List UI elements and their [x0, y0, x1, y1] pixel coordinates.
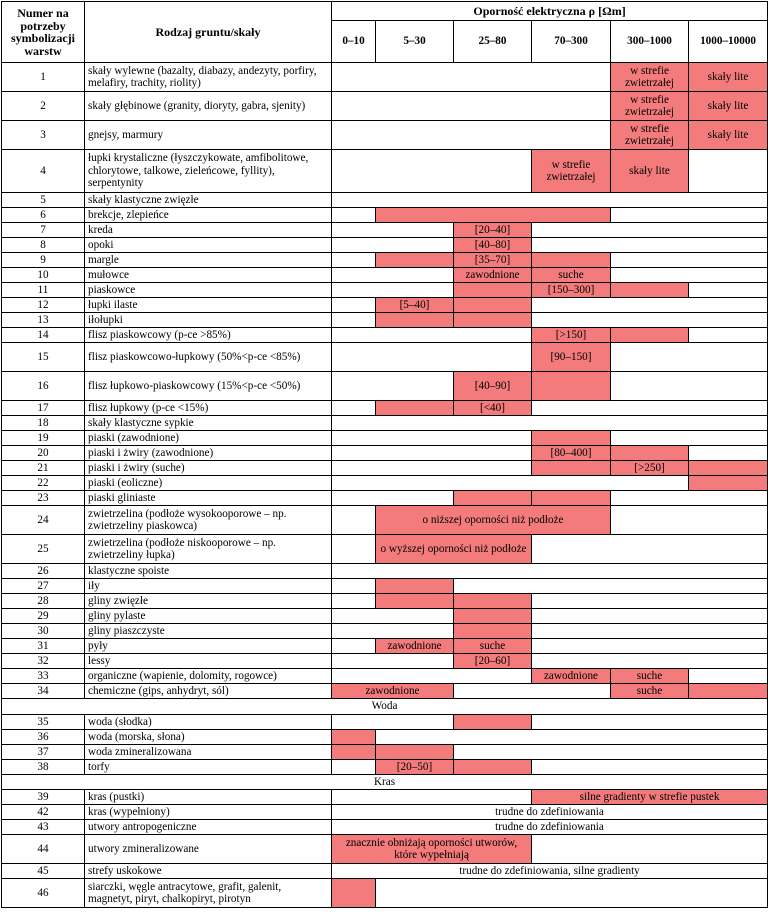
resistivity-range-cell: o wyższej oporności niż podłoże	[376, 535, 532, 564]
row-number: 39	[2, 790, 85, 805]
row-number: 5	[2, 193, 85, 208]
soil-type-name: flisz łupkowo-piaskowcowy (15%<p-ce <50%)	[85, 372, 332, 401]
resistivity-range-cell: suche	[611, 684, 689, 699]
row-number: 7	[2, 223, 85, 238]
soil-type-name: pyły	[85, 639, 332, 654]
empty-range-cell	[332, 639, 376, 654]
resistivity-range-cell	[454, 313, 532, 328]
table-row	[2, 208, 768, 223]
empty-range-cell	[376, 730, 768, 745]
row-number: 22	[2, 476, 85, 491]
empty-range-cell	[532, 594, 768, 609]
soil-type-name: piaski i żwiry (suche)	[85, 461, 332, 476]
table-row	[2, 639, 768, 654]
row-number: 11	[2, 283, 85, 298]
row-number: 8	[2, 238, 85, 253]
empty-range-cell	[611, 253, 768, 268]
resistivity-range-cell: [20–40]	[454, 223, 532, 238]
row-number: 45	[2, 864, 85, 879]
resistivity-range-cell	[332, 879, 376, 908]
empty-range-cell	[689, 328, 768, 343]
empty-range-cell: trudne do zdefiniowania	[332, 805, 768, 820]
resistivity-range-cell: o niższej oporności niż podłoże	[376, 506, 611, 535]
table-row	[2, 476, 768, 491]
table-row	[2, 63, 768, 92]
soil-type-name: iłołupki	[85, 313, 332, 328]
section-row	[2, 775, 768, 790]
resistivity-range-cell: [>150]	[532, 328, 611, 343]
table-row	[2, 431, 768, 446]
empty-range-cell	[532, 313, 768, 328]
soil-type-name: zwietrzelina (podłoże niskooporowe – np. zwietrzeliny łupka)	[85, 535, 332, 564]
resistivity-range-cell	[454, 715, 532, 730]
table-row	[2, 820, 768, 835]
resistivity-range-cell	[376, 401, 454, 416]
resistivity-range-cell	[332, 730, 376, 745]
header-range-1: 5–30	[376, 21, 454, 63]
soil-type-name: skały klastyczne zwięzłe	[85, 193, 332, 208]
table-row	[2, 372, 768, 401]
resistivity-range-cell: [5–40]	[376, 298, 454, 313]
empty-range-cell	[532, 298, 768, 313]
soil-type-name: piaskowce	[85, 283, 332, 298]
resistivity-range-cell	[376, 745, 454, 760]
table-row	[2, 238, 768, 253]
row-number: 29	[2, 609, 85, 624]
resistivity-range-cell	[454, 283, 532, 298]
row-number: 16	[2, 372, 85, 401]
resistivity-range-cell: [40–90]	[454, 372, 532, 401]
soil-type-name: torfy	[85, 760, 332, 775]
resistivity-range-cell: suche	[454, 639, 532, 654]
resistivity-range-cell	[611, 283, 689, 298]
soil-type-name: piaski i żwiry (zawodnione)	[85, 446, 332, 461]
empty-range-cell	[332, 283, 454, 298]
row-number: 24	[2, 506, 85, 535]
row-number: 26	[2, 564, 85, 579]
resistivity-range-cell: [90–150]	[532, 343, 611, 372]
resistivity-range-cell	[532, 431, 611, 446]
soil-type-name: klastyczne spoiste	[85, 564, 332, 579]
empty-range-cell	[532, 760, 768, 775]
soil-type-name: łupki ilaste	[85, 298, 332, 313]
empty-range-cell	[532, 609, 768, 624]
table-row	[2, 805, 768, 820]
header-soil-type-column: Rodzaj gruntu/skały	[85, 2, 332, 63]
row-number: 12	[2, 298, 85, 313]
resistivity-range-cell: skały lite	[689, 121, 768, 150]
empty-range-cell	[611, 431, 768, 446]
soil-type-name: gliny piaszczyste	[85, 624, 332, 639]
empty-range-cell: trudne do zdefiniowania, silne gradienty	[332, 864, 768, 879]
empty-range-cell	[332, 298, 376, 313]
row-number: 19	[2, 431, 85, 446]
resistivity-range-cell: w strefie zwietrzałej	[611, 92, 689, 121]
row-number: 32	[2, 654, 85, 669]
empty-range-cell	[332, 253, 376, 268]
soil-type-name: gliny zwięzłe	[85, 594, 332, 609]
soil-type-name: flisz piaskowcowo-łupkowy (50%<p-ce <85%)	[85, 343, 332, 372]
row-number: 33	[2, 669, 85, 684]
table-row	[2, 879, 768, 908]
empty-range-cell	[332, 476, 689, 491]
empty-range-cell	[332, 63, 611, 92]
empty-range-cell	[532, 715, 768, 730]
empty-range-cell	[332, 431, 532, 446]
soil-type-name: margle	[85, 253, 332, 268]
resistivity-range-cell: skały lite	[611, 150, 689, 193]
resistivity-range-cell	[689, 684, 768, 699]
row-number: 25	[2, 535, 85, 564]
resistivity-range-cell: zawodnione	[332, 684, 454, 699]
table-row	[2, 669, 768, 684]
section-heading: Kras	[2, 775, 768, 790]
row-number: 44	[2, 835, 85, 864]
row-number: 30	[2, 624, 85, 639]
resistivity-range-cell: [80–400]	[532, 446, 611, 461]
row-number: 31	[2, 639, 85, 654]
empty-range-cell	[689, 283, 768, 298]
soil-type-name: utwory antropogeniczne	[85, 820, 332, 835]
soil-type-name: iły	[85, 579, 332, 594]
row-number: 37	[2, 745, 85, 760]
resistivity-range-cell	[454, 760, 532, 775]
soil-type-name: brekcje, zlepieńce	[85, 208, 332, 223]
table-row	[2, 609, 768, 624]
empty-range-cell	[332, 579, 376, 594]
table-row	[2, 579, 768, 594]
resistivity-range-cell: [<40]	[454, 401, 532, 416]
resistivity-range-cell: [>250]	[611, 461, 689, 476]
empty-range-cell	[332, 760, 376, 775]
resistivity-range-cell	[376, 594, 454, 609]
resistivity-range-cell	[376, 253, 454, 268]
header-range-4: 300–1000	[611, 21, 689, 63]
resistivity-range-cell: w strefie zwietrzałej	[532, 150, 611, 193]
soil-type-name: skały klastyczne sypkie	[85, 416, 332, 431]
empty-range-cell	[532, 535, 768, 564]
soil-type-name: gnejsy, marmury	[85, 121, 332, 150]
table-row	[2, 790, 768, 805]
table-row	[2, 343, 768, 372]
empty-range-cell	[332, 328, 532, 343]
soil-type-name: gliny pylaste	[85, 609, 332, 624]
soil-type-name: woda (morska, słona)	[85, 730, 332, 745]
empty-range-cell	[454, 745, 768, 760]
header-number-column: Numer na potrzeby symbolizacji warstw	[2, 2, 85, 63]
table-row	[2, 313, 768, 328]
table-row	[2, 150, 768, 193]
soil-type-name: kras (pustki)	[85, 790, 332, 805]
row-number: 23	[2, 491, 85, 506]
soil-type-name: skały głębinowe (granity, dioryty, gabra, sjenity)	[85, 92, 332, 121]
row-number: 6	[2, 208, 85, 223]
row-number: 13	[2, 313, 85, 328]
resistivity-range-cell	[332, 745, 376, 760]
resistivity-range-cell: [20–50]	[376, 760, 454, 775]
resistivity-range-cell	[532, 461, 611, 476]
row-number: 42	[2, 805, 85, 820]
empty-range-cell	[611, 343, 768, 372]
soil-type-name: organiczne (wapienie, dolomity, rogowce)	[85, 669, 332, 684]
resistivity-range-cell: w strefie zwietrzałej	[611, 121, 689, 150]
resistivity-range-cell: zawodnione	[532, 669, 611, 684]
table-row	[2, 835, 768, 864]
table-row	[2, 654, 768, 669]
table-row	[2, 223, 768, 238]
row-number: 17	[2, 401, 85, 416]
empty-range-cell	[611, 372, 768, 401]
soil-type-name: flisz łupkowy (p-ce <15%)	[85, 401, 332, 416]
header-resistivity-group: Oporność elektryczna ρ [Ωm]	[332, 2, 768, 21]
resistivity-range-cell	[454, 624, 532, 639]
table-row	[2, 446, 768, 461]
empty-range-cell	[332, 150, 532, 193]
soil-type-name: utwory zmineralizowane	[85, 835, 332, 864]
table-row	[2, 268, 768, 283]
resistivity-range-cell: zawodnione	[376, 639, 454, 654]
row-number: 27	[2, 579, 85, 594]
empty-range-cell	[332, 506, 376, 535]
header-range-2: 25–80	[454, 21, 532, 63]
resistivity-range-cell	[532, 491, 611, 506]
resistivity-range-cell	[454, 298, 532, 313]
resistivity-table	[1, 1, 768, 908]
resistivity-range-cell: [35–70]	[454, 253, 532, 268]
section-heading: Woda	[2, 699, 768, 715]
row-number: 1	[2, 63, 85, 92]
section-row	[2, 699, 768, 715]
empty-range-cell	[611, 268, 768, 283]
soil-type-name: zwietrzelina (podłoże wysokooporowe – np. zwietrzeliny piaskowca)	[85, 506, 332, 535]
resistivity-range-cell: silne gradienty w strefie pustek	[532, 790, 768, 805]
table-row	[2, 401, 768, 416]
row-number: 15	[2, 343, 85, 372]
resistivity-range-cell: skały lite	[689, 63, 768, 92]
table-row	[2, 121, 768, 150]
row-number: 46	[2, 879, 85, 908]
empty-range-cell	[332, 268, 454, 283]
empty-range-cell	[532, 654, 768, 669]
empty-range-cell	[532, 835, 768, 864]
resistivity-range-cell: skały lite	[689, 92, 768, 121]
resistivity-range-cell: suche	[532, 268, 611, 283]
row-number: 20	[2, 446, 85, 461]
row-number: 38	[2, 760, 85, 775]
resistivity-range-cell	[611, 446, 689, 461]
table-row	[2, 283, 768, 298]
empty-range-cell	[332, 92, 611, 121]
empty-range-cell	[332, 669, 532, 684]
empty-range-cell	[611, 491, 768, 506]
empty-range-cell	[332, 609, 454, 624]
soil-type-name: opoki	[85, 238, 332, 253]
table-row	[2, 416, 768, 431]
empty-range-cell	[332, 223, 454, 238]
table-row	[2, 564, 768, 579]
resistivity-range-cell: [20–60]	[454, 654, 532, 669]
row-number: 14	[2, 328, 85, 343]
resistivity-range-cell	[689, 476, 768, 491]
resistivity-range-cell: [150–300]	[532, 283, 611, 298]
row-number: 34	[2, 684, 85, 699]
table-row	[2, 535, 768, 564]
empty-range-cell	[532, 223, 768, 238]
row-number: 35	[2, 715, 85, 730]
soil-type-name: piaski (zawodnione)	[85, 431, 332, 446]
resistivity-range-cell	[376, 579, 454, 594]
resistivity-range-cell: suche	[611, 669, 689, 684]
resistivity-range-cell: w strefie zwietrzałej	[611, 63, 689, 92]
resistivity-range-cell: [40–80]	[454, 238, 532, 253]
row-number: 21	[2, 461, 85, 476]
soil-type-name: chemiczne (gips, anhydryt, sól)	[85, 684, 332, 699]
soil-type-name: kras (wypełniony)	[85, 805, 332, 820]
empty-range-cell	[611, 506, 768, 535]
empty-range-cell	[532, 639, 768, 654]
resistivity-range-cell	[454, 594, 532, 609]
resistivity-range-cell	[376, 208, 611, 223]
resistivity-range-cell	[532, 253, 611, 268]
table-row	[2, 624, 768, 639]
empty-range-cell	[332, 343, 532, 372]
table-row	[2, 684, 768, 699]
empty-range-cell: trudne do zdefiniowania	[332, 820, 768, 835]
table-row	[2, 594, 768, 609]
empty-range-cell	[332, 461, 532, 476]
empty-range-cell	[332, 594, 376, 609]
table-row	[2, 745, 768, 760]
table-row	[2, 92, 768, 121]
resistivity-range-cell: zawodnione	[454, 268, 532, 283]
empty-range-cell	[332, 491, 454, 506]
soil-type-name: flisz piaskowcowy (p-ce >85%)	[85, 328, 332, 343]
table-body	[2, 63, 768, 908]
row-number: 43	[2, 820, 85, 835]
table-row	[2, 461, 768, 476]
soil-type-name: łupki krystaliczne (łyszczykowate, amfibolitowe, chlorytowe, talkowe, zieleńcowe, fyllity), serpentynity	[85, 150, 332, 193]
soil-type-name: woda zmineralizowana	[85, 745, 332, 760]
empty-range-cell	[454, 579, 768, 594]
resistivity-range-cell	[454, 491, 532, 506]
table-row	[2, 760, 768, 775]
empty-range-cell	[332, 401, 376, 416]
row-number: 2	[2, 92, 85, 121]
resistivity-range-cell	[454, 609, 532, 624]
soil-type-name: strefy uskokowe	[85, 864, 332, 879]
table-row	[2, 193, 768, 208]
soil-type-name: lessy	[85, 654, 332, 669]
resistivity-range-cell: znacznie obniżają oporności utworów, które wypełniają	[332, 835, 532, 864]
empty-range-cell	[332, 564, 768, 579]
empty-range-cell	[332, 416, 768, 431]
empty-range-cell	[332, 208, 376, 223]
row-number: 28	[2, 594, 85, 609]
empty-range-cell	[454, 684, 611, 699]
empty-range-cell	[689, 669, 768, 684]
soil-type-name: skały wylewne (bazalty, diabazy, andezyty, porfiry, melafiry, trachity, riolity)	[85, 63, 332, 92]
empty-range-cell	[332, 238, 454, 253]
table-row	[2, 298, 768, 313]
table-header	[2, 2, 768, 63]
empty-range-cell	[532, 401, 768, 416]
empty-range-cell	[532, 238, 768, 253]
empty-range-cell	[332, 446, 532, 461]
row-number: 18	[2, 416, 85, 431]
empty-range-cell	[332, 121, 611, 150]
table-row	[2, 491, 768, 506]
header-range-3: 70–300	[532, 21, 611, 63]
empty-range-cell	[611, 208, 768, 223]
header-range-0: 0–10	[332, 21, 376, 63]
table-row	[2, 506, 768, 535]
table-row	[2, 715, 768, 730]
soil-type-name: kreda	[85, 223, 332, 238]
soil-type-name: piaski (eoliczne)	[85, 476, 332, 491]
row-number: 4	[2, 150, 85, 193]
soil-type-name: siarczki, węgle antracytowe, grafit, galenit, magnetyt, piryt, chalkopiryt, pirotyn	[85, 879, 332, 908]
empty-range-cell	[332, 654, 454, 669]
empty-range-cell	[332, 372, 454, 401]
row-number: 9	[2, 253, 85, 268]
soil-type-name: piaski gliniaste	[85, 491, 332, 506]
empty-range-cell	[689, 446, 768, 461]
empty-range-cell	[332, 193, 768, 208]
empty-range-cell	[532, 624, 768, 639]
table-row	[2, 253, 768, 268]
empty-range-cell	[332, 715, 454, 730]
empty-range-cell	[332, 624, 454, 639]
empty-range-cell	[332, 313, 376, 328]
resistivity-range-cell	[532, 372, 611, 401]
empty-range-cell	[376, 879, 768, 908]
row-number: 36	[2, 730, 85, 745]
resistivity-range-cell	[611, 328, 689, 343]
row-number: 3	[2, 121, 85, 150]
empty-range-cell	[332, 535, 376, 564]
empty-range-cell	[689, 150, 768, 193]
soil-type-name: mułowce	[85, 268, 332, 283]
resistivity-range-cell	[689, 461, 768, 476]
table-row	[2, 328, 768, 343]
table-row	[2, 730, 768, 745]
header-range-5: 1000–10000	[689, 21, 768, 63]
resistivity-range-cell	[376, 313, 454, 328]
soil-type-name: woda (słodka)	[85, 715, 332, 730]
row-number: 10	[2, 268, 85, 283]
empty-range-cell	[332, 790, 532, 805]
table-row	[2, 864, 768, 879]
